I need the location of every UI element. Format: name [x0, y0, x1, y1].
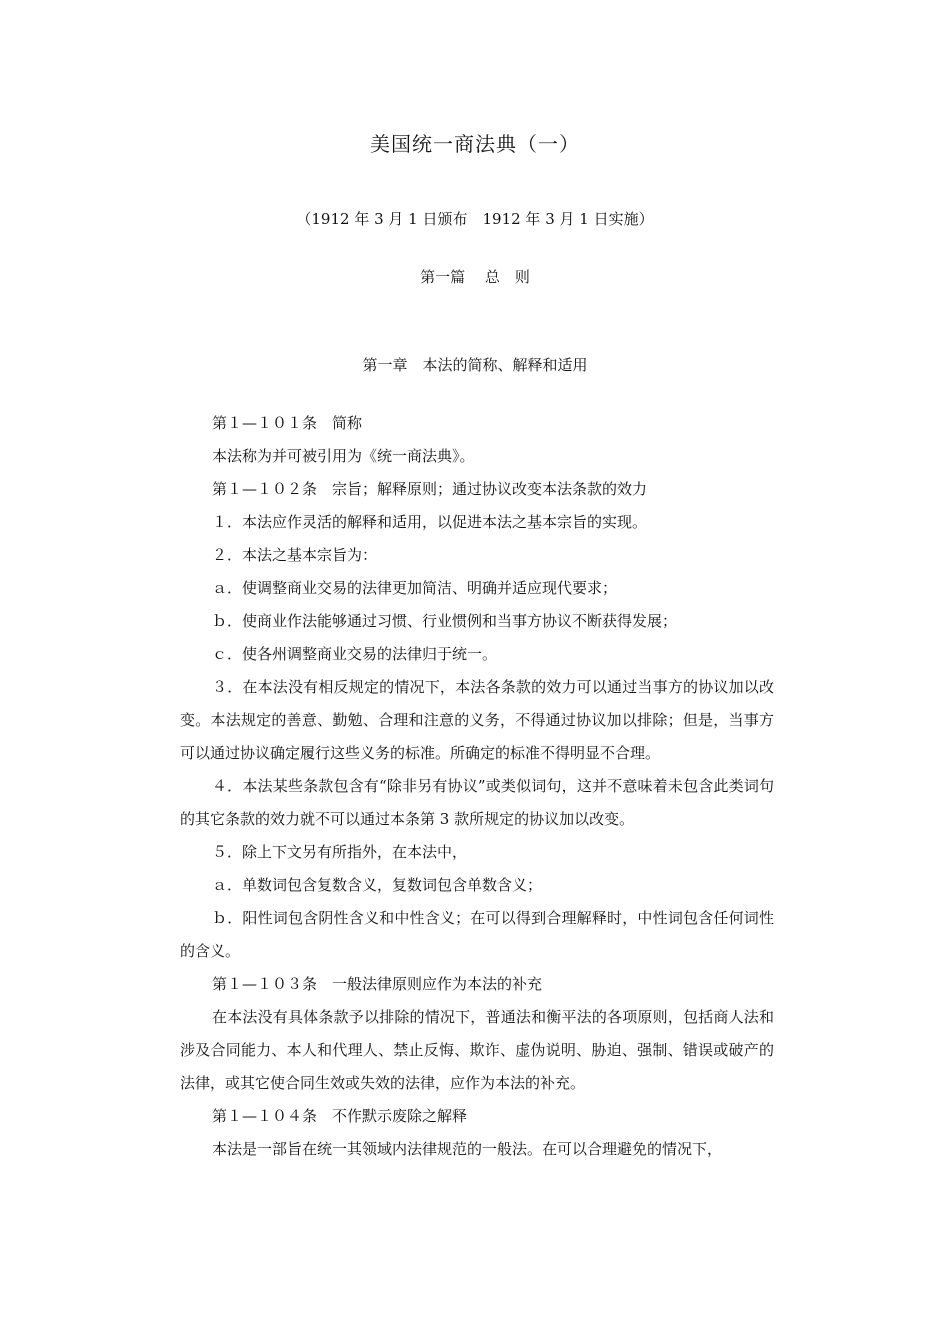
- article-heading: 第１—１０４条 不作默示废除之解释: [212, 1107, 468, 1125]
- paragraph: ３．在本法没有相反规定的情况下，本法各条款的效力可以通过当事方的协议加以改变。本法规定的善意、勤勉、合理和注意的义务，不得通过协议加以排除；但是，当事方可以通过协议确定履行这些义务的标准。所确定的标准不得明显不合理。: [180, 678, 774, 762]
- paragraph: ｂ．阳性词包含阴性含义和中性含义；在可以得到合理解释时，中性词包含任何词性的含义。: [180, 909, 774, 960]
- document-title: 美国统一商法典（一）: [370, 132, 580, 156]
- paragraph: ５．除上下文另有所指外，在本法中，: [212, 843, 468, 861]
- paragraph: ａ．单数词包含复数含义，复数词包含单数含义；: [212, 876, 543, 894]
- document-body: [180, 407, 774, 1166]
- article-heading: 第１—１０３条 一般法律原则应作为本法的补充: [212, 975, 543, 993]
- paragraph: 在本法没有具体条款予以排除的情况下，普通法和衡平法的各项原则，包括商人法和涉及合同能力、本人和代理人、禁止反悔、欺诈、虚伪说明、胁迫、强制、错误或破产的法律，或其它使合同生效或失效的法律，应作为本法的补充。: [180, 1008, 774, 1092]
- paragraph: ｃ．使各州调整商业交易的法律归于统一。: [212, 645, 498, 663]
- paragraph: １．本法应作灵活的解释和适用，以促进本法之基本宗旨的实现。: [212, 513, 648, 531]
- paragraph: 本法是一部旨在统一其领域内法律规范的一般法。在可以合理避免的情况下，: [212, 1140, 723, 1158]
- document-subtitle: （1912 年 3 月 1 日颁布 1912 年 3 月 1 日实施）: [296, 210, 654, 228]
- chapter-heading: 第一章 本法的简称、解释和适用: [362, 356, 588, 374]
- paragraph: ｂ．使商业作法能够通过习惯、行业惯例和当事方协议不断获得发展；: [212, 612, 678, 630]
- paragraph: ４．本法某些条款包含有“除非另有协议”或类似词句，这并不意味着未包含此类词句的其它条款的效力就不可以通过本条第 3 款所规定的协议加以改变。: [180, 777, 774, 828]
- paragraph: ２．本法之基本宗旨为：: [212, 546, 378, 564]
- article-heading: 第１—１０１条 简称: [212, 414, 363, 432]
- paragraph: 本法称为并可被引用为《统一商法典》。: [212, 447, 475, 465]
- part-heading: 第一篇 总 则: [420, 268, 530, 286]
- article-heading: 第１—１０２条 宗旨；解释原则；通过协议改变本法条款的效力: [212, 480, 648, 498]
- paragraph: ａ．使调整商业交易的法律更加简洁、明确并适应现代要求；: [212, 579, 618, 597]
